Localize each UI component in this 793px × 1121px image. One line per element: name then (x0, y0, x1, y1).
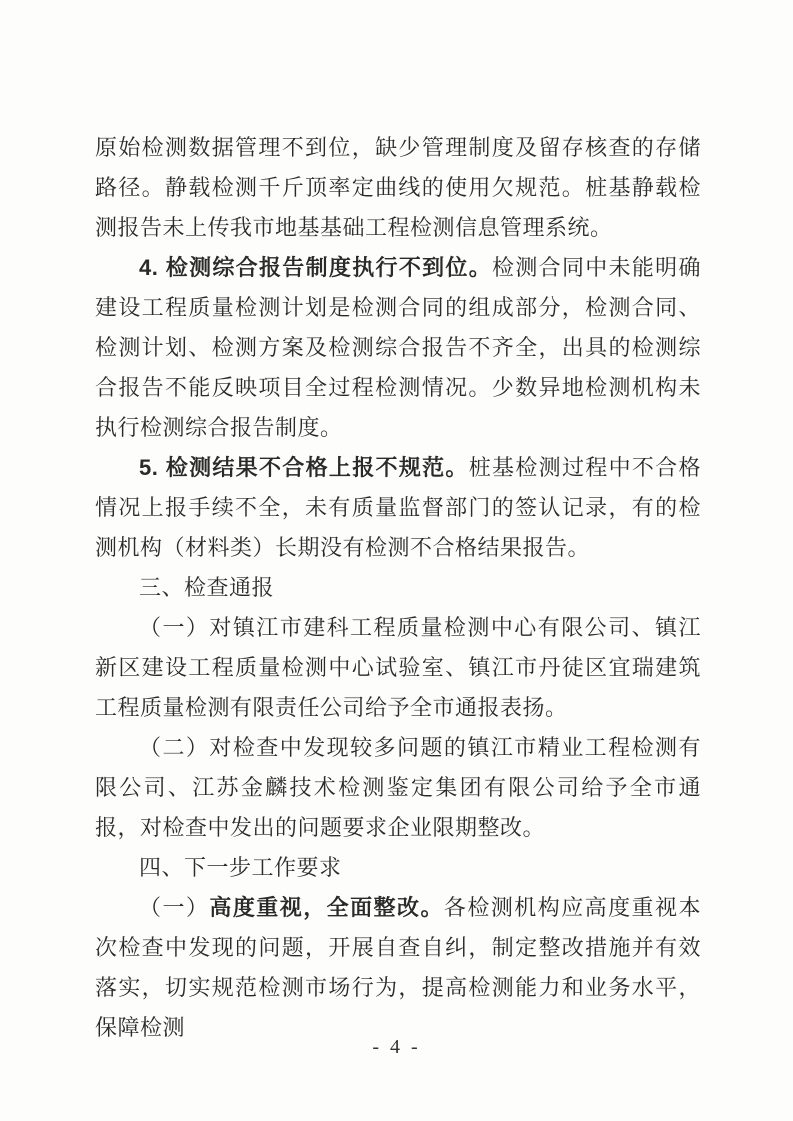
paragraph-issue-4 (95, 248, 701, 448)
paragraph-issue-4-text: 检测合同中未能明确建设工程质量检测计划是检测合同的组成部分，检测合同、检测计划、检测方案及检测综合报告不齐全，出具的检测综合报告不能反映项目全过程检测情况。少数异地检测机构未执行检测综合报告制度。 (95, 255, 701, 440)
paragraph-issue-5-text: 桩基检测过程中不合格情况上报手续不全，未有质量监督部门的签认记录，有的检测机构（材料类）长期没有检测不合格结果报告。 (95, 455, 701, 560)
paragraph-issue-5-lead: 5. 检测结果不合格上报不规范。 (139, 455, 469, 480)
page-number: - 4 - (372, 1036, 421, 1058)
section-heading-next-steps: 四、下一步工作要求 (139, 855, 342, 880)
paragraph-requirement-1-lead: 高度重视，全面整改。 (209, 895, 444, 920)
paragraph-criticism: （二）对检查中发现较多问题的镇江市精业工程检测有限公司、江苏金麟技术检测鉴定集团有限公司给予全市通报，对检查中发出的问题要求企业限期整改。 (95, 735, 701, 840)
paragraph-continuation: 原始检测数据管理不到位，缺少管理制度及留存核查的存储路径。静载检测千斤顶率定曲线的使用欠规范。桩基静载检测报告未上传我市地基基础工程检测信息管理系统。 (95, 135, 701, 240)
paragraph-requirement-1-text: 各检测机构应高度重视本次检查中发现的问题，开展自查自纠，制定整改措施并有效落实，切实规范检测市场行为，提高检测能力和业务水平，保障检测 (95, 895, 701, 1040)
page-footer (0, 1036, 793, 1059)
paragraph-issue-5 (95, 448, 701, 568)
paragraph-issue-4-lead: 4. 检测综合报告制度执行不到位。 (139, 255, 493, 280)
paragraph-commendation: （一）对镇江市建科工程质量检测中心有限公司、镇江新区建设工程质量检测中心试验室、镇江市丹徒区宜瑞建筑工程质量检测有限责任公司给予全市通报表扬。 (95, 615, 701, 720)
document-body (95, 128, 701, 1048)
paragraph-requirement-1 (95, 888, 701, 1048)
paragraph-requirement-1-prefix: （一） (139, 895, 210, 920)
section-heading-inspection-report: 三、检查通报 (139, 575, 275, 600)
